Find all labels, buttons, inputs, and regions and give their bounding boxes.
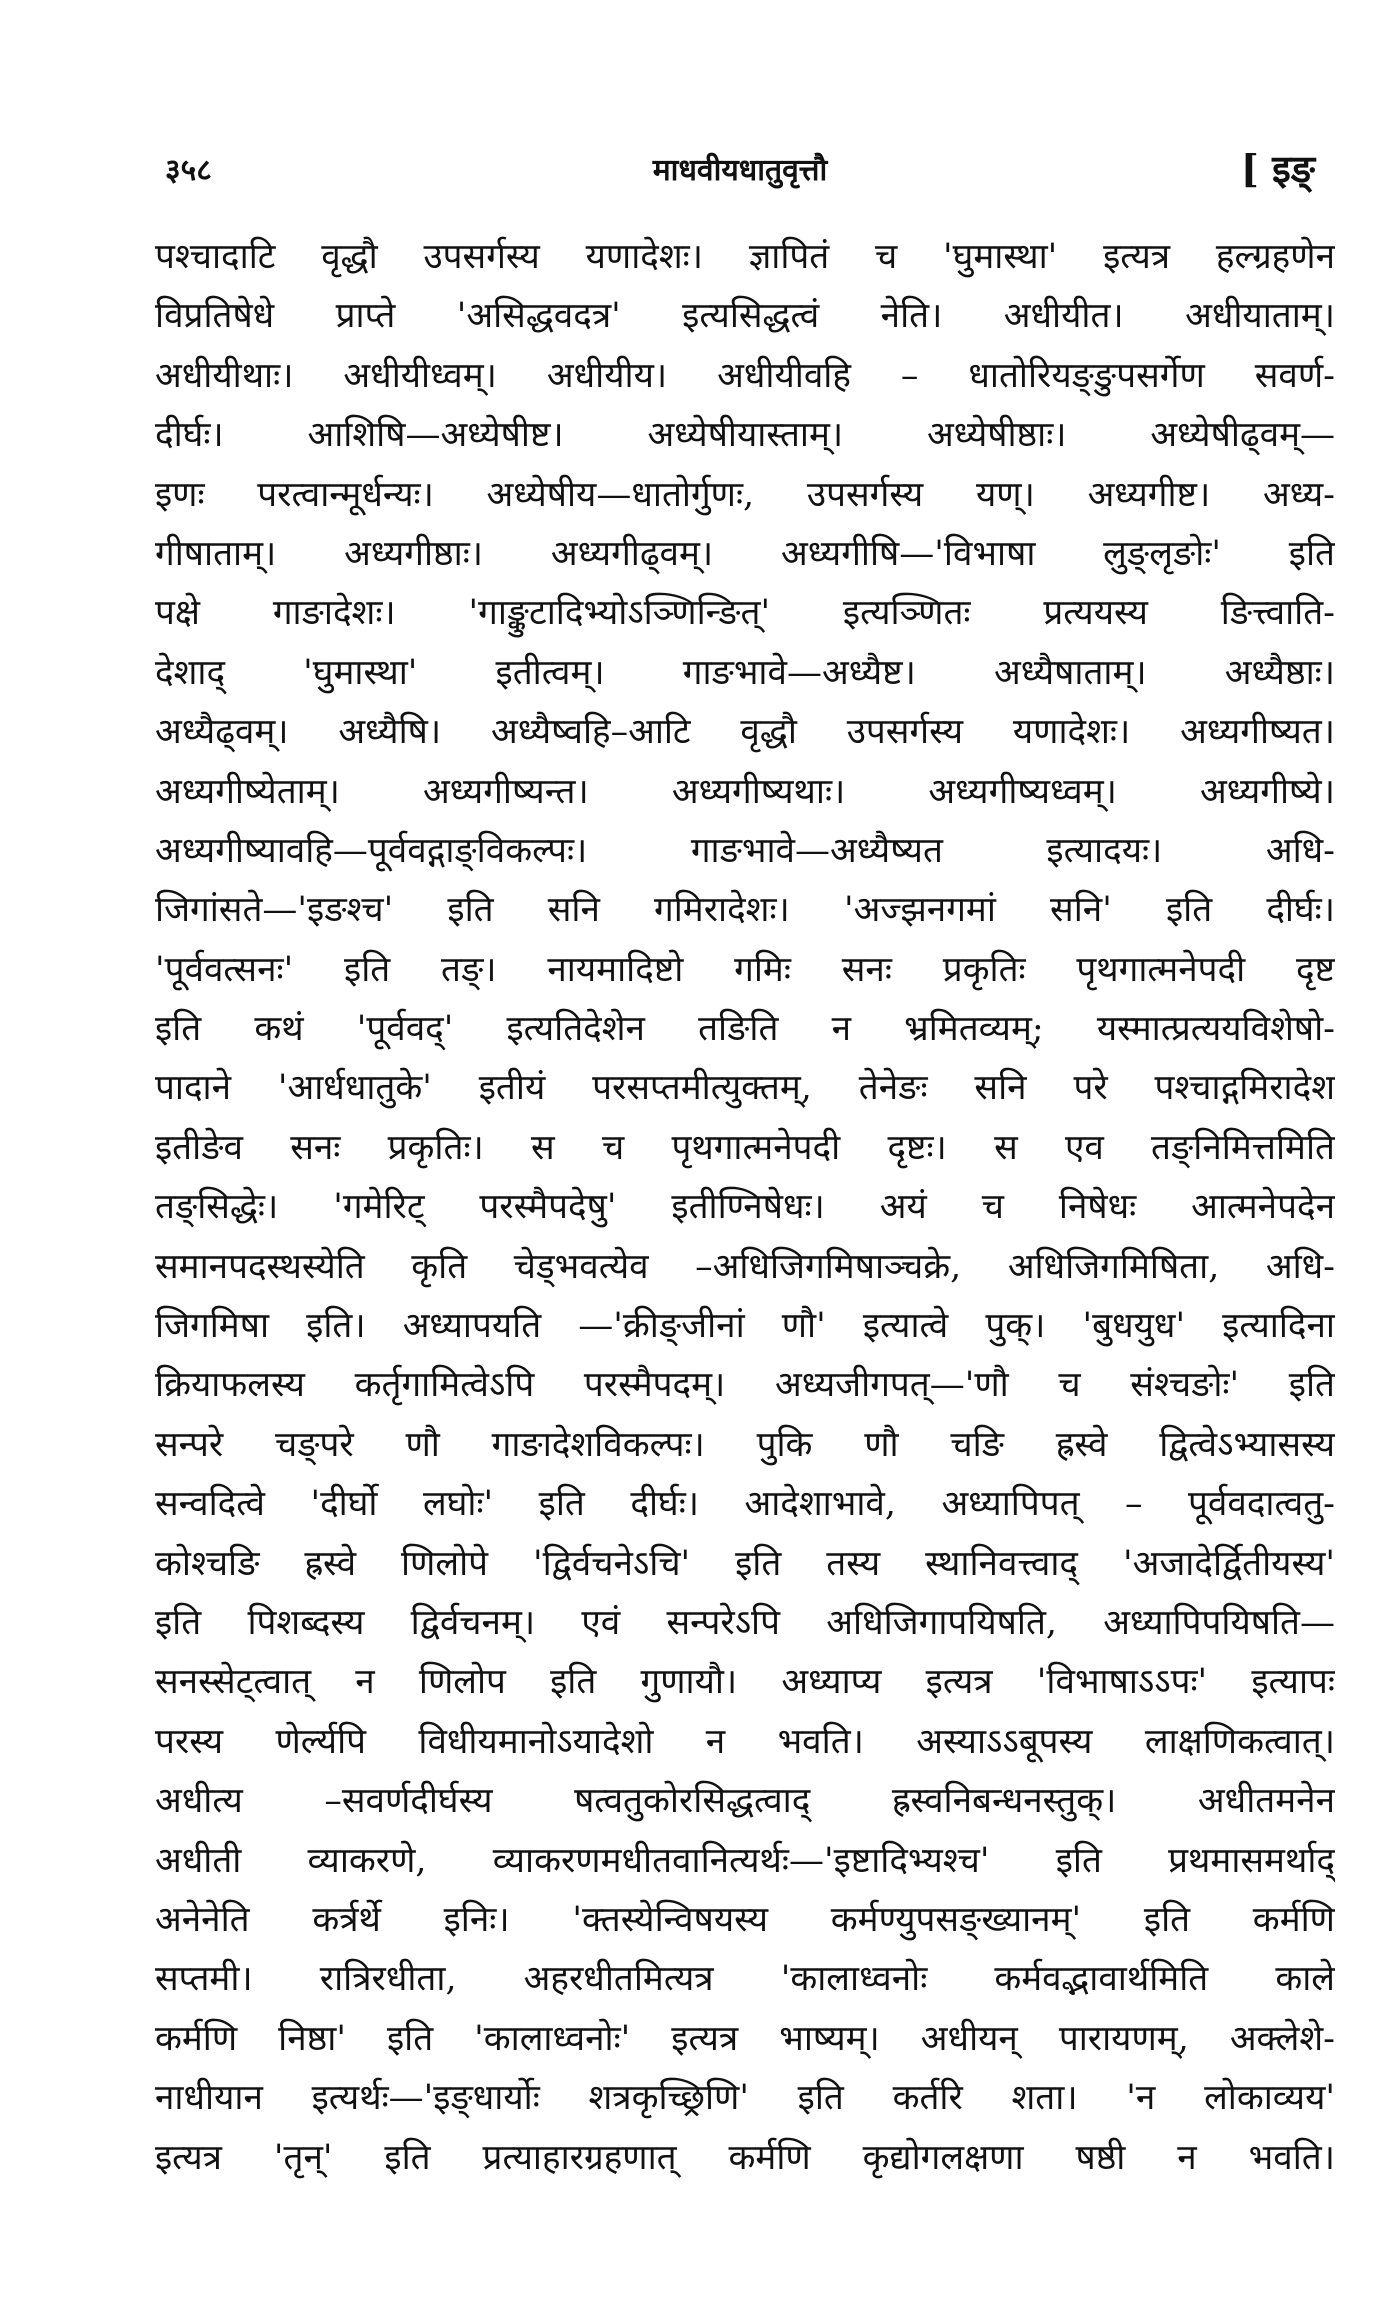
text-line: पादाने 'आर्धधातुके' इतीयं परसप्तमीत्युक्तम्, तेनेङः सनि परे पश्चाद्गमिरादेश	[155, 1068, 1335, 1109]
text-line: जिगांसते—'इङश्च' इति सनि गमिरादेशः। 'अज्झनगमां सनि' इति दीर्घः।	[155, 890, 1335, 931]
text-line: अध्यगीष्यावहि—पूर्ववद्गाङ्विकल्पः। गाङभावे—अध्यैष्यत इत्यादयः। अधि-	[155, 830, 1335, 871]
text-line: परस्य णेर्ल्यपि विधीयमानोऽयादेशो न भवति। अस्याऽऽबूपस्य लाक्षणिकत्वात्।	[155, 1721, 1335, 1762]
text-line: अधीयीथाः। अधीयीध्वम्। अधीयीय। अधीयीवहि – धातोरियङ्ङुपसर्गेण सवर्ण-	[155, 355, 1335, 396]
text-line: इणः परत्वान्मूर्धन्यः। अध्येषीय—धातोर्गुणः, उपसर्गस्य यण्। अध्यगीष्ट। अध्य-	[155, 474, 1335, 515]
text-line: 'पूर्ववत्सनः' इति तङ्। नायमादिष्टो गमिः सनः प्रकृतिः पृथगात्मनेपदी दृष्ट	[155, 949, 1335, 990]
text-line: नाधीयान इत्यर्थः—'इङ्धार्योः शत्रकृच्छ्रिणि' इति कर्तरि शता। 'न लोकाव्यय'	[155, 2078, 1335, 2119]
text-line: अनेनेति कर्त्रर्थे इनिः। 'क्तस्येन्विषयस्य कर्मण्युपसङ्ख्यानम्' इति कर्मणि	[155, 1899, 1335, 1940]
text-line: समानपदस्थस्येति कृति चेड्भवत्येव –अधिजिगमिषाञ्चक्रे, अधिजिगमिषिता, अधि-	[155, 1246, 1335, 1287]
text-line: पश्चादाटि वृद्धौ उपसर्गस्य यणादेशः। ज्ञापितं च 'घुमास्था' इत्यत्र हल्ग्रहणेन	[155, 237, 1335, 277]
text-line: विप्रतिषेधे प्राप्ते 'असिद्धवदत्र' इत्यसिद्धत्वं नेति। अधीयीत। अधीयाताम्।	[155, 296, 1335, 337]
text-line: क्रियाफलस्य कर्तृगामित्वेऽपि परस्मैपदम्। अध्यजीगपत्—'णौ च संश्चङोः' इति	[155, 1365, 1335, 1406]
text-line: कर्मणि निष्ठा' इति 'कालाध्वनोः' इत्यत्र भाष्यम्। अधीयन् पारायणम्, अक्लेशे-	[155, 2018, 1335, 2059]
section-mark: [ इङ्	[1240, 146, 1315, 191]
text-line: सन्वदित्वे 'दीर्घो लघोः' इति दीर्घः। आदेशाभावे, अध्यापिपत् – पूर्ववदात्वतु-	[155, 1484, 1335, 1525]
text-line: इति पिशब्दस्य द्विर्वचनम्। एवं सन्परेऽपि अधिजिगापयिषति, अध्यापिपयिषति—	[155, 1602, 1335, 1643]
text-line: जिगमिषा इति। अध्यापयति —'क्रीङ्जीनां णौ' इत्यात्वे पुक्। 'बुधयुध' इत्यादिना	[155, 1306, 1335, 1347]
text-line: दीर्घः। आशिषि—अध्येषीष्ट। अध्येषीयास्ताम्। अध्येषीष्ठाः। अध्येषीढ्वम्—	[155, 415, 1335, 456]
text-line: अधीती व्याकरणे, व्याकरणमधीतवानित्यर्थः—'इष्टादिभ्यश्च' इति प्रथमासमर्थाद्	[155, 1840, 1335, 1881]
text-line	[155, 2188, 1335, 2247]
text-line: इतीङेव सनः प्रकृतिः। स च पृथगात्मनेपदी दृष्टः। स एव तङ्निमित्तमिति	[155, 1127, 1335, 1168]
text-line: अध्यैढ्वम्। अध्यैषि। अध्यैष्वहि–आटि वृद्धौ उपसर्गस्य यणादेशः। अध्यगीष्यत।	[155, 712, 1335, 753]
page-number: ३५८	[165, 153, 212, 188]
text-line: इत्यत्र 'तृन्' इति प्रत्याहारग्रहणात् कर्मणि कृद्योगलक्षणा षष्ठी न भवति।	[155, 2137, 1335, 2178]
text-line: सप्तमी। रात्रिरधीता, अहरधीतमित्यत्र 'कालाध्वनोः कर्मवद्भावार्थमिति काले	[155, 1959, 1335, 2000]
text-line: पक्षे गाङादेशः। 'गाङ्कुटादिभ्योऽञ्णिन्ङित्' इत्यञ्णितः प्रत्ययस्य ङित्त्वाति-	[155, 593, 1335, 634]
page-header	[165, 148, 1315, 208]
text-line: तङ्सिद्धेः। 'गमेरिट् परस्मैपदेषु' इतीण्निषेधः। अयं च निषेधः आत्मनेपदेन	[155, 1187, 1335, 1228]
running-title: माधवीयधातुवृत्तौ	[652, 153, 828, 188]
text-line: इति कथं 'पूर्ववद्' इत्यतिदेशेन तङिति न भ्रमितव्यम्; यस्मात्प्रत्ययविशेषो-	[155, 1009, 1335, 1050]
text-line: गीषाताम्। अध्यगीष्ठाः। अध्यगीढ्वम्। अध्यगीषि—'विभाषा लुङ्लृङोः' इति	[155, 533, 1335, 574]
text-line: अधीत्य –सवर्णदीर्घस्य षत्वतुकोरसिद्धत्वाद् ह्रस्वनिबन्धनस्तुक्। अधीतमनेन	[155, 1781, 1335, 1822]
body-text	[155, 228, 1335, 2278]
text-line: सनस्सेट्त्वात् न णिलोप इति गुणायौ। अध्याप्य इत्यत्र 'विभाषाऽऽपः' इत्यापः	[155, 1662, 1335, 1703]
text-line: देशाद् 'घुमास्था' इतीत्वम्। गाङभावे—अध्यैष्ट। अध्यैषाताम्। अध्यैष्ठाः।	[155, 652, 1335, 693]
text-line: अध्यगीष्येताम्। अध्यगीष्यन्त। अध्यगीष्यथाः। अध्यगीष्यध्वम्। अध्यगीष्ये।	[155, 771, 1335, 812]
text-line: कोश्चङि ह्रस्वे णिलोपे 'द्विर्वचनेऽचि' इति तस्य स्थानिवत्त्वाद् 'अजादेर्द्वितीयस्य'	[155, 1543, 1335, 1584]
text-line: सन्परे चङ्परे णौ गाङादेशविकल्पः। पुकि णौ चङि ह्रस्वे द्वित्वेऽभ्यासस्य	[155, 1424, 1335, 1465]
